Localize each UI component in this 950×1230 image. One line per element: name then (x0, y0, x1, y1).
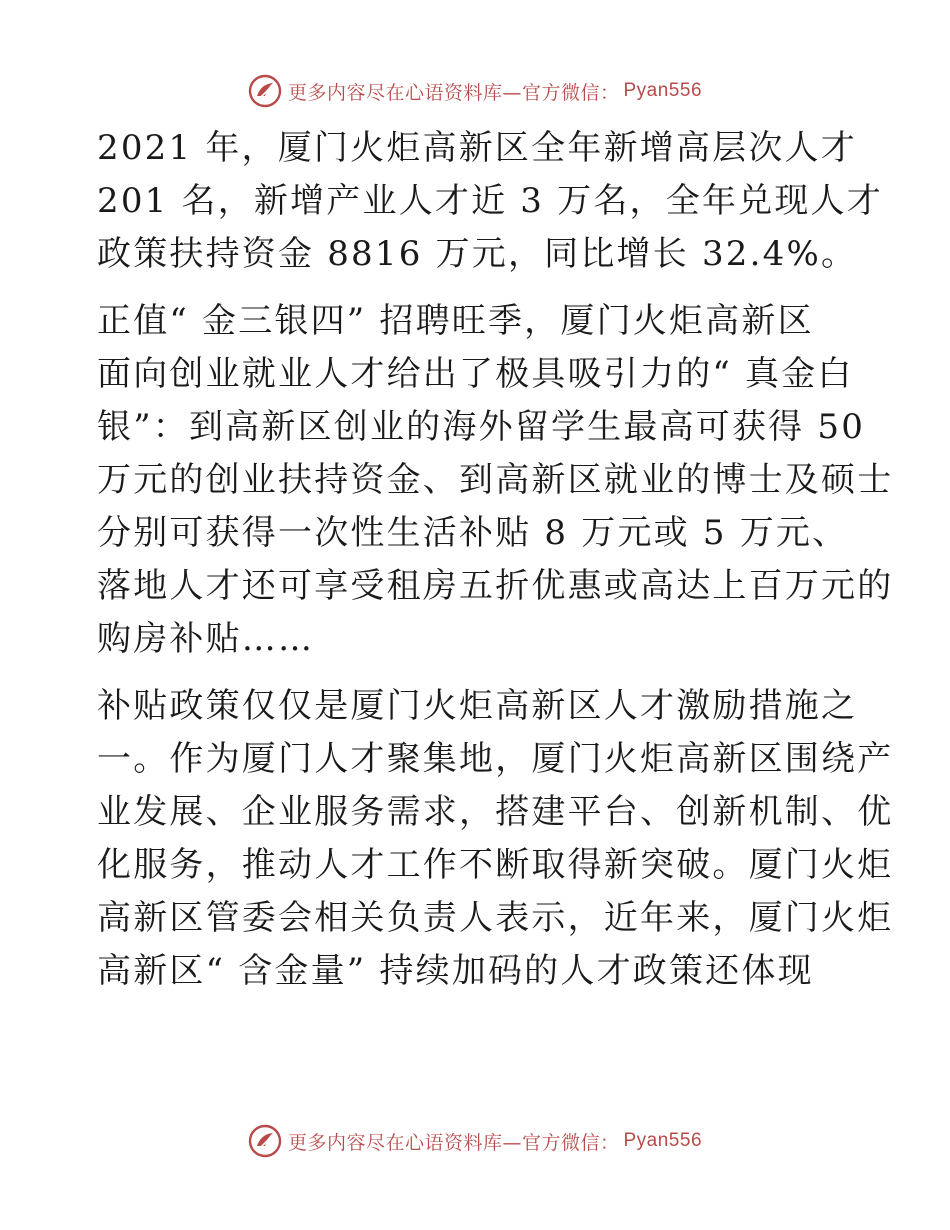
text-line: 高新区管委会相关负责人表示，近年来，厦门火炬 (97, 898, 894, 938)
brand-logo-icon (248, 74, 282, 108)
text-line: 分别可获得一次性生活补贴 8 万元或 5 万元、 (97, 513, 849, 553)
text-line: 政策扶持资金 8816 万元，同比增长 32.4%。 (97, 234, 858, 274)
text-line: 业发展、企业服务需求，搭建平台、创新机制、优 (97, 792, 894, 832)
document-body (97, 122, 894, 1012)
text-line: 正值“ 金三银四” 招聘旺季，厦门火炬高新区 (97, 301, 814, 341)
text-line: 落地人才还可享受租房五折优惠或高达上百万元的 (97, 566, 894, 606)
text-line: 化服务，推动人才工作不断取得新突破。厦门火炬 (97, 845, 894, 885)
footer-watermark (0, 1121, 950, 1161)
header-watermark (0, 71, 950, 111)
text-line: 面向创业就业人才给出了极具吸引力的“ 真金白 (97, 354, 854, 394)
watermark-text: 更多内容尽在心语资料库—官方微信： (287, 1131, 620, 1154)
text-line: 201 名，新增产业人才近 3 万名，全年兑现人才 (97, 181, 883, 221)
text-line: 高新区“ 含金量” 持续加码的人才政策还体现 (97, 951, 814, 991)
watermark-account: Pyan556 (623, 1130, 703, 1151)
paragraph-2 (97, 295, 894, 666)
watermark-text: 更多内容尽在心语资料库—官方微信： (287, 81, 620, 104)
text-line: 补贴政策仅仅是厦门火炬高新区人才激励措施之 (97, 686, 858, 726)
brand-logo-icon (248, 1124, 282, 1158)
text-line: 2021 年，厦门火炬高新区全年新增高层次人才 (97, 128, 857, 168)
text-line: 万元的创业扶持资金、到高新区就业的博士及硕士 (97, 460, 894, 500)
text-line: 购房补贴…… (97, 619, 315, 659)
watermark-account: Pyan556 (623, 80, 703, 101)
text-line: 一。作为厦门人才聚集地，厦门火炬高新区围绕产 (97, 739, 894, 779)
text-line: 银”：到高新区创业的海外留学生最高可获得 50 (97, 407, 866, 447)
paragraph-1 (97, 122, 883, 281)
paragraph-3 (97, 680, 894, 998)
